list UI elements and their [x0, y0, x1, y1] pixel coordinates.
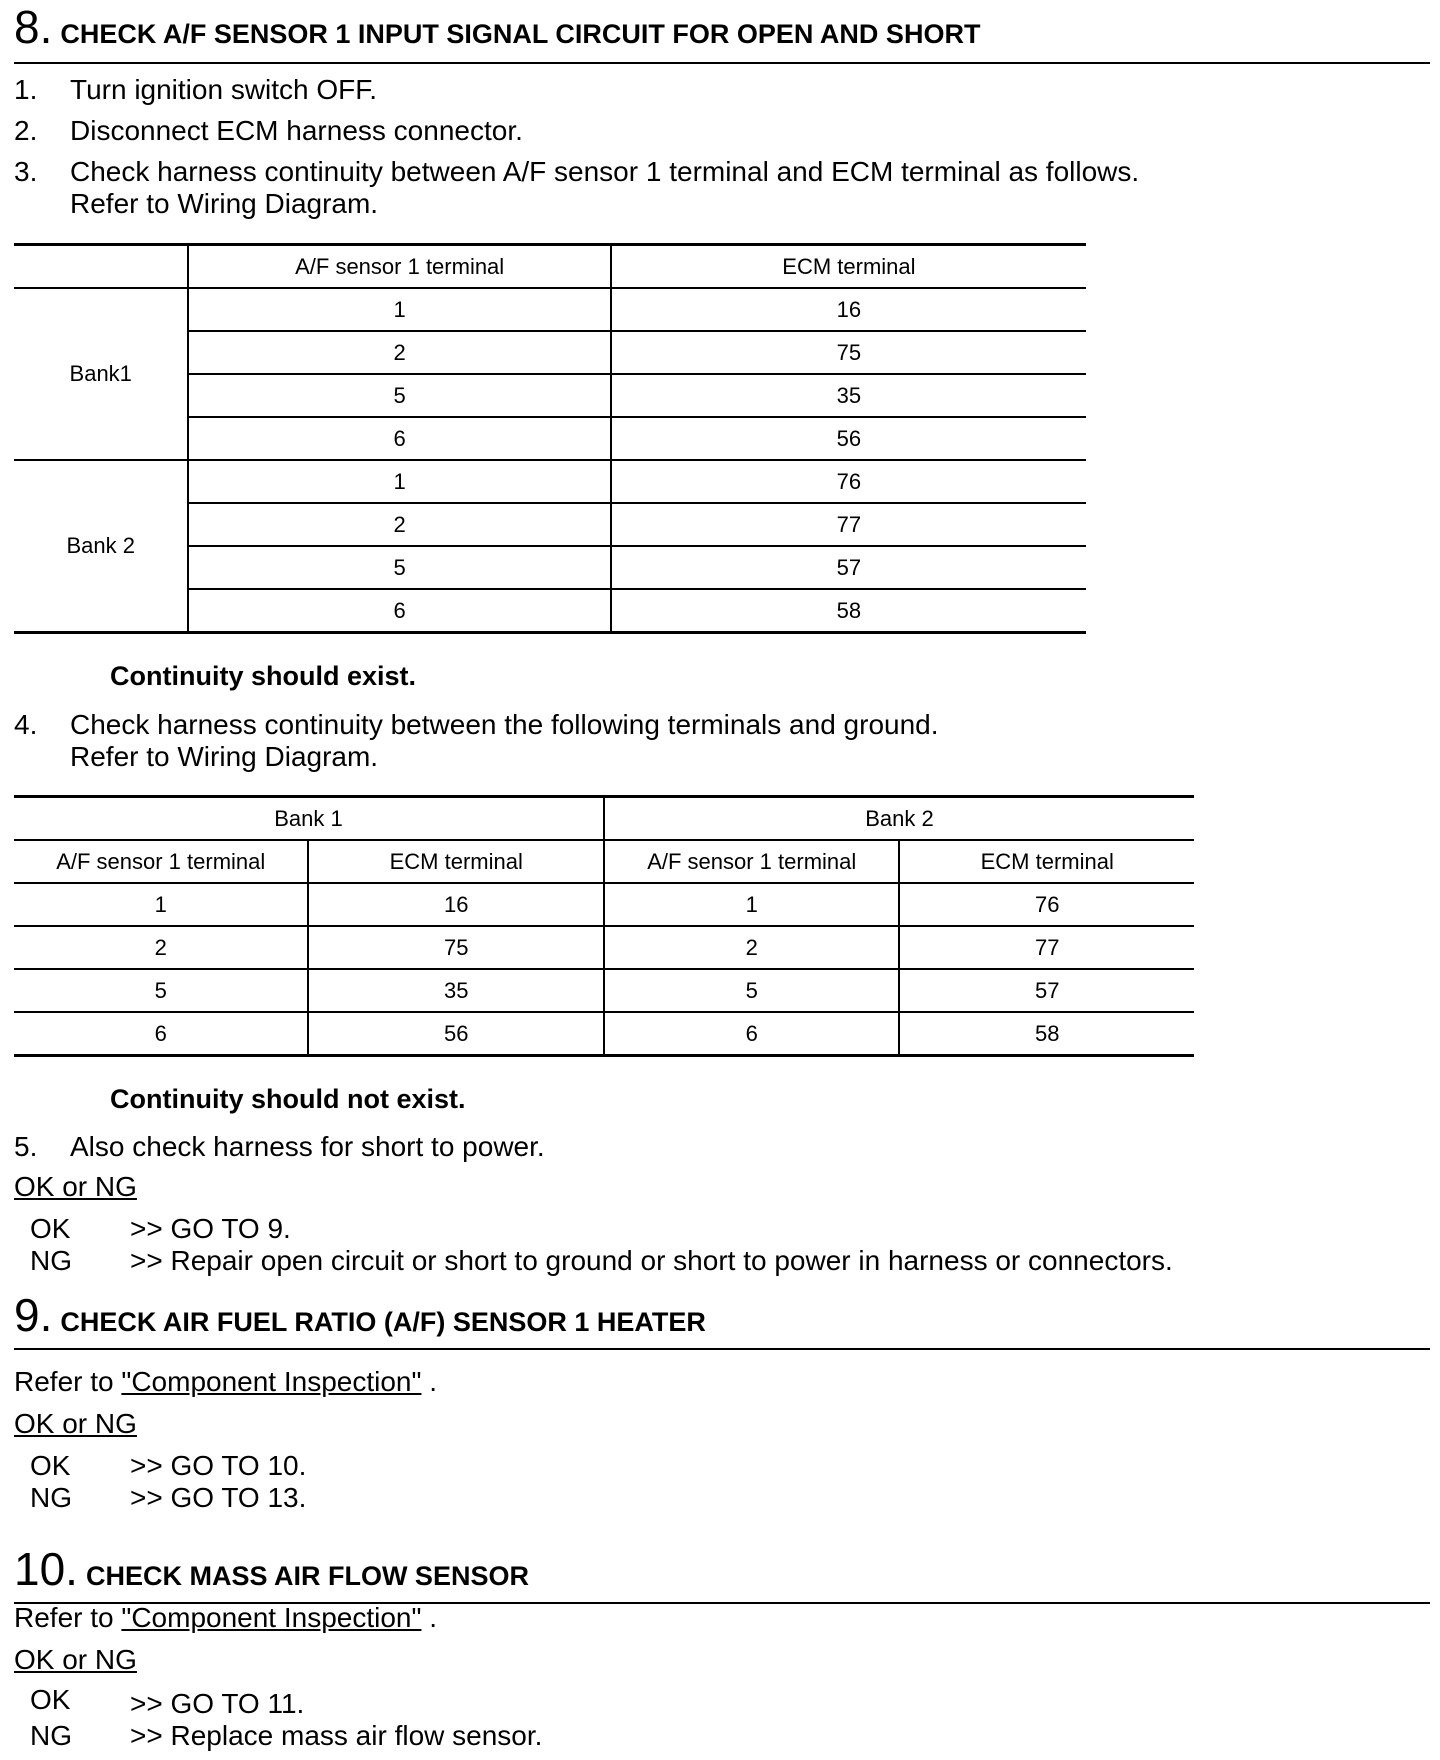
bank-label-cell: Bank1: [14, 288, 188, 460]
step-8-title: CHECK A/F SENSOR 1 INPUT SIGNAL CIRCUIT FOR OPEN AND SHORT: [60, 19, 981, 49]
item-1-text: Turn ignition switch OFF.: [70, 74, 378, 105]
step-9-number: 9.: [14, 1289, 53, 1341]
af-terminal-cell: 5: [188, 374, 610, 417]
item-3-text: Check harness continuity between A/F sensor 1 terminal and ECM terminal as follows.: [70, 156, 1140, 187]
refer-prefix: Refer to: [14, 1366, 122, 1397]
refer-suffix: .: [421, 1602, 438, 1633]
ok-action: >> GO TO 10.: [130, 1450, 307, 1481]
ok-or-ng-label: OK or NG: [14, 1644, 137, 1675]
item-5-number: 5.: [14, 1131, 38, 1162]
table-row: [14, 288, 1086, 331]
table-cell: 56: [308, 1012, 604, 1056]
ok-label: OK: [30, 1684, 71, 1715]
ng-action: >> Repair open circuit or short to ground or short to power in harness or connectors.: [130, 1245, 1173, 1276]
ecm-terminal-cell: 58: [611, 589, 1086, 633]
ok-action: >> GO TO 11.: [130, 1688, 305, 1719]
table-cell: 5: [14, 969, 308, 1012]
step-8-header: [14, 1, 1430, 64]
af-terminal-cell: 6: [188, 589, 610, 633]
bank-label-cell: Bank 2: [66, 533, 135, 558]
bank-header-cell: Bank 1: [14, 797, 604, 841]
ecm-terminal-cell: 35: [611, 374, 1086, 417]
ok-or-ng-label: OK or NG: [14, 1171, 137, 1202]
table-header-cell: ECM terminal: [308, 840, 604, 883]
continuity-table-1: [14, 243, 1086, 634]
item-3-text-line2: Refer to Wiring Diagram.: [70, 188, 379, 219]
table-cell: 5: [604, 969, 899, 1012]
column-header-row: [14, 840, 1194, 883]
refer-suffix: .: [421, 1366, 438, 1397]
item-2-number: 2.: [14, 115, 38, 146]
step-10-header: [14, 1543, 1430, 1604]
table-cell: 77: [899, 926, 1194, 969]
table-cell: 57: [899, 969, 1194, 1012]
table-cell: 6: [154, 1020, 167, 1046]
table-cell: 58: [899, 1012, 1194, 1056]
af-terminal-cell: 2: [188, 503, 610, 546]
af-terminal-cell: 5: [188, 546, 610, 589]
table-row: [14, 926, 1194, 969]
table-header-cell: ECM terminal: [611, 245, 1086, 289]
step-9-title: CHECK AIR FUEL RATIO (A/F) SENSOR 1 HEATER: [60, 1307, 706, 1337]
item-3-number: 3.: [14, 156, 38, 187]
item-2-text: Disconnect ECM harness connector.: [70, 115, 523, 146]
ok-label: OK: [30, 1213, 71, 1244]
step-10-title: CHECK MASS AIR FLOW SENSOR: [85, 1561, 529, 1591]
ecm-terminal-cell: 77: [611, 503, 1086, 546]
table-header-cell: A/F sensor 1 terminal: [14, 840, 308, 883]
table-cell: 16: [308, 883, 604, 926]
table-cell: 35: [308, 969, 604, 1012]
ecm-terminal-cell: 75: [611, 331, 1086, 374]
refer-line-10: [14, 1602, 437, 1634]
bank-header-row: [14, 797, 1194, 841]
table-row: [14, 1012, 1194, 1056]
af-terminal-cell: 1: [188, 288, 610, 331]
component-inspection-link[interactable]: "Component Inspection": [121, 1366, 422, 1397]
item-1-number: 1.: [14, 74, 38, 105]
af-terminal-cell: 6: [188, 417, 610, 460]
ng-action: >> Replace mass air flow sensor.: [130, 1720, 543, 1751]
table-cell: 1: [604, 883, 899, 926]
item-4-text: Check harness continuity between the following terminals and ground.: [70, 709, 939, 740]
refer-prefix: Refer to: [14, 1602, 122, 1633]
af-terminal-cell: 1: [188, 460, 610, 503]
ecm-terminal-cell: 57: [611, 546, 1086, 589]
table-header-row: [14, 245, 1086, 289]
step-8-number: 8.: [14, 1, 53, 53]
table-row: [14, 460, 1086, 503]
table-cell: 2: [14, 926, 308, 969]
item-4-text-line2: Refer to Wiring Diagram.: [70, 741, 379, 772]
continuity-note-1: Continuity should exist.: [110, 661, 417, 691]
ng-action: >> GO TO 13.: [130, 1482, 307, 1513]
continuity-table-2: [14, 795, 1194, 1057]
ok-label: OK: [30, 1450, 71, 1481]
table-header-cell: [14, 245, 188, 289]
af-terminal-cell: 2: [188, 331, 610, 374]
table-cell: 76: [899, 883, 1194, 926]
ecm-terminal-cell: 16: [611, 288, 1086, 331]
table-row: [14, 883, 1194, 926]
item-4-number: 4.: [14, 709, 38, 740]
refer-line-9: [14, 1366, 437, 1398]
table-row: [14, 969, 1194, 1012]
item-5-text: Also check harness for short to power.: [70, 1131, 545, 1162]
table-cell: 6: [604, 1012, 899, 1056]
bank-header-cell: Bank 2: [604, 797, 1194, 841]
table-cell: 75: [308, 926, 604, 969]
ecm-terminal-cell: 56: [611, 417, 1086, 460]
table-header-cell: A/F sensor 1 terminal: [604, 840, 899, 883]
component-inspection-link[interactable]: "Component Inspection": [121, 1602, 422, 1633]
table-cell: 1: [14, 883, 308, 926]
ok-action: >> GO TO 9.: [130, 1213, 291, 1244]
ecm-terminal-cell: 76: [611, 460, 1086, 503]
table-cell: 2: [604, 926, 899, 969]
table-header-cell: ECM terminal: [899, 840, 1194, 883]
ok-or-ng-label: OK or NG: [14, 1408, 137, 1439]
step-10-number: 10.: [14, 1543, 78, 1595]
ng-label: NG: [30, 1720, 72, 1751]
ng-label: NG: [30, 1245, 72, 1276]
ng-label: NG: [30, 1482, 72, 1513]
step-9-header: [14, 1289, 1430, 1350]
table-header-cell: A/F sensor 1 terminal: [188, 245, 610, 289]
continuity-note-2: Continuity should not exist.: [110, 1084, 466, 1114]
